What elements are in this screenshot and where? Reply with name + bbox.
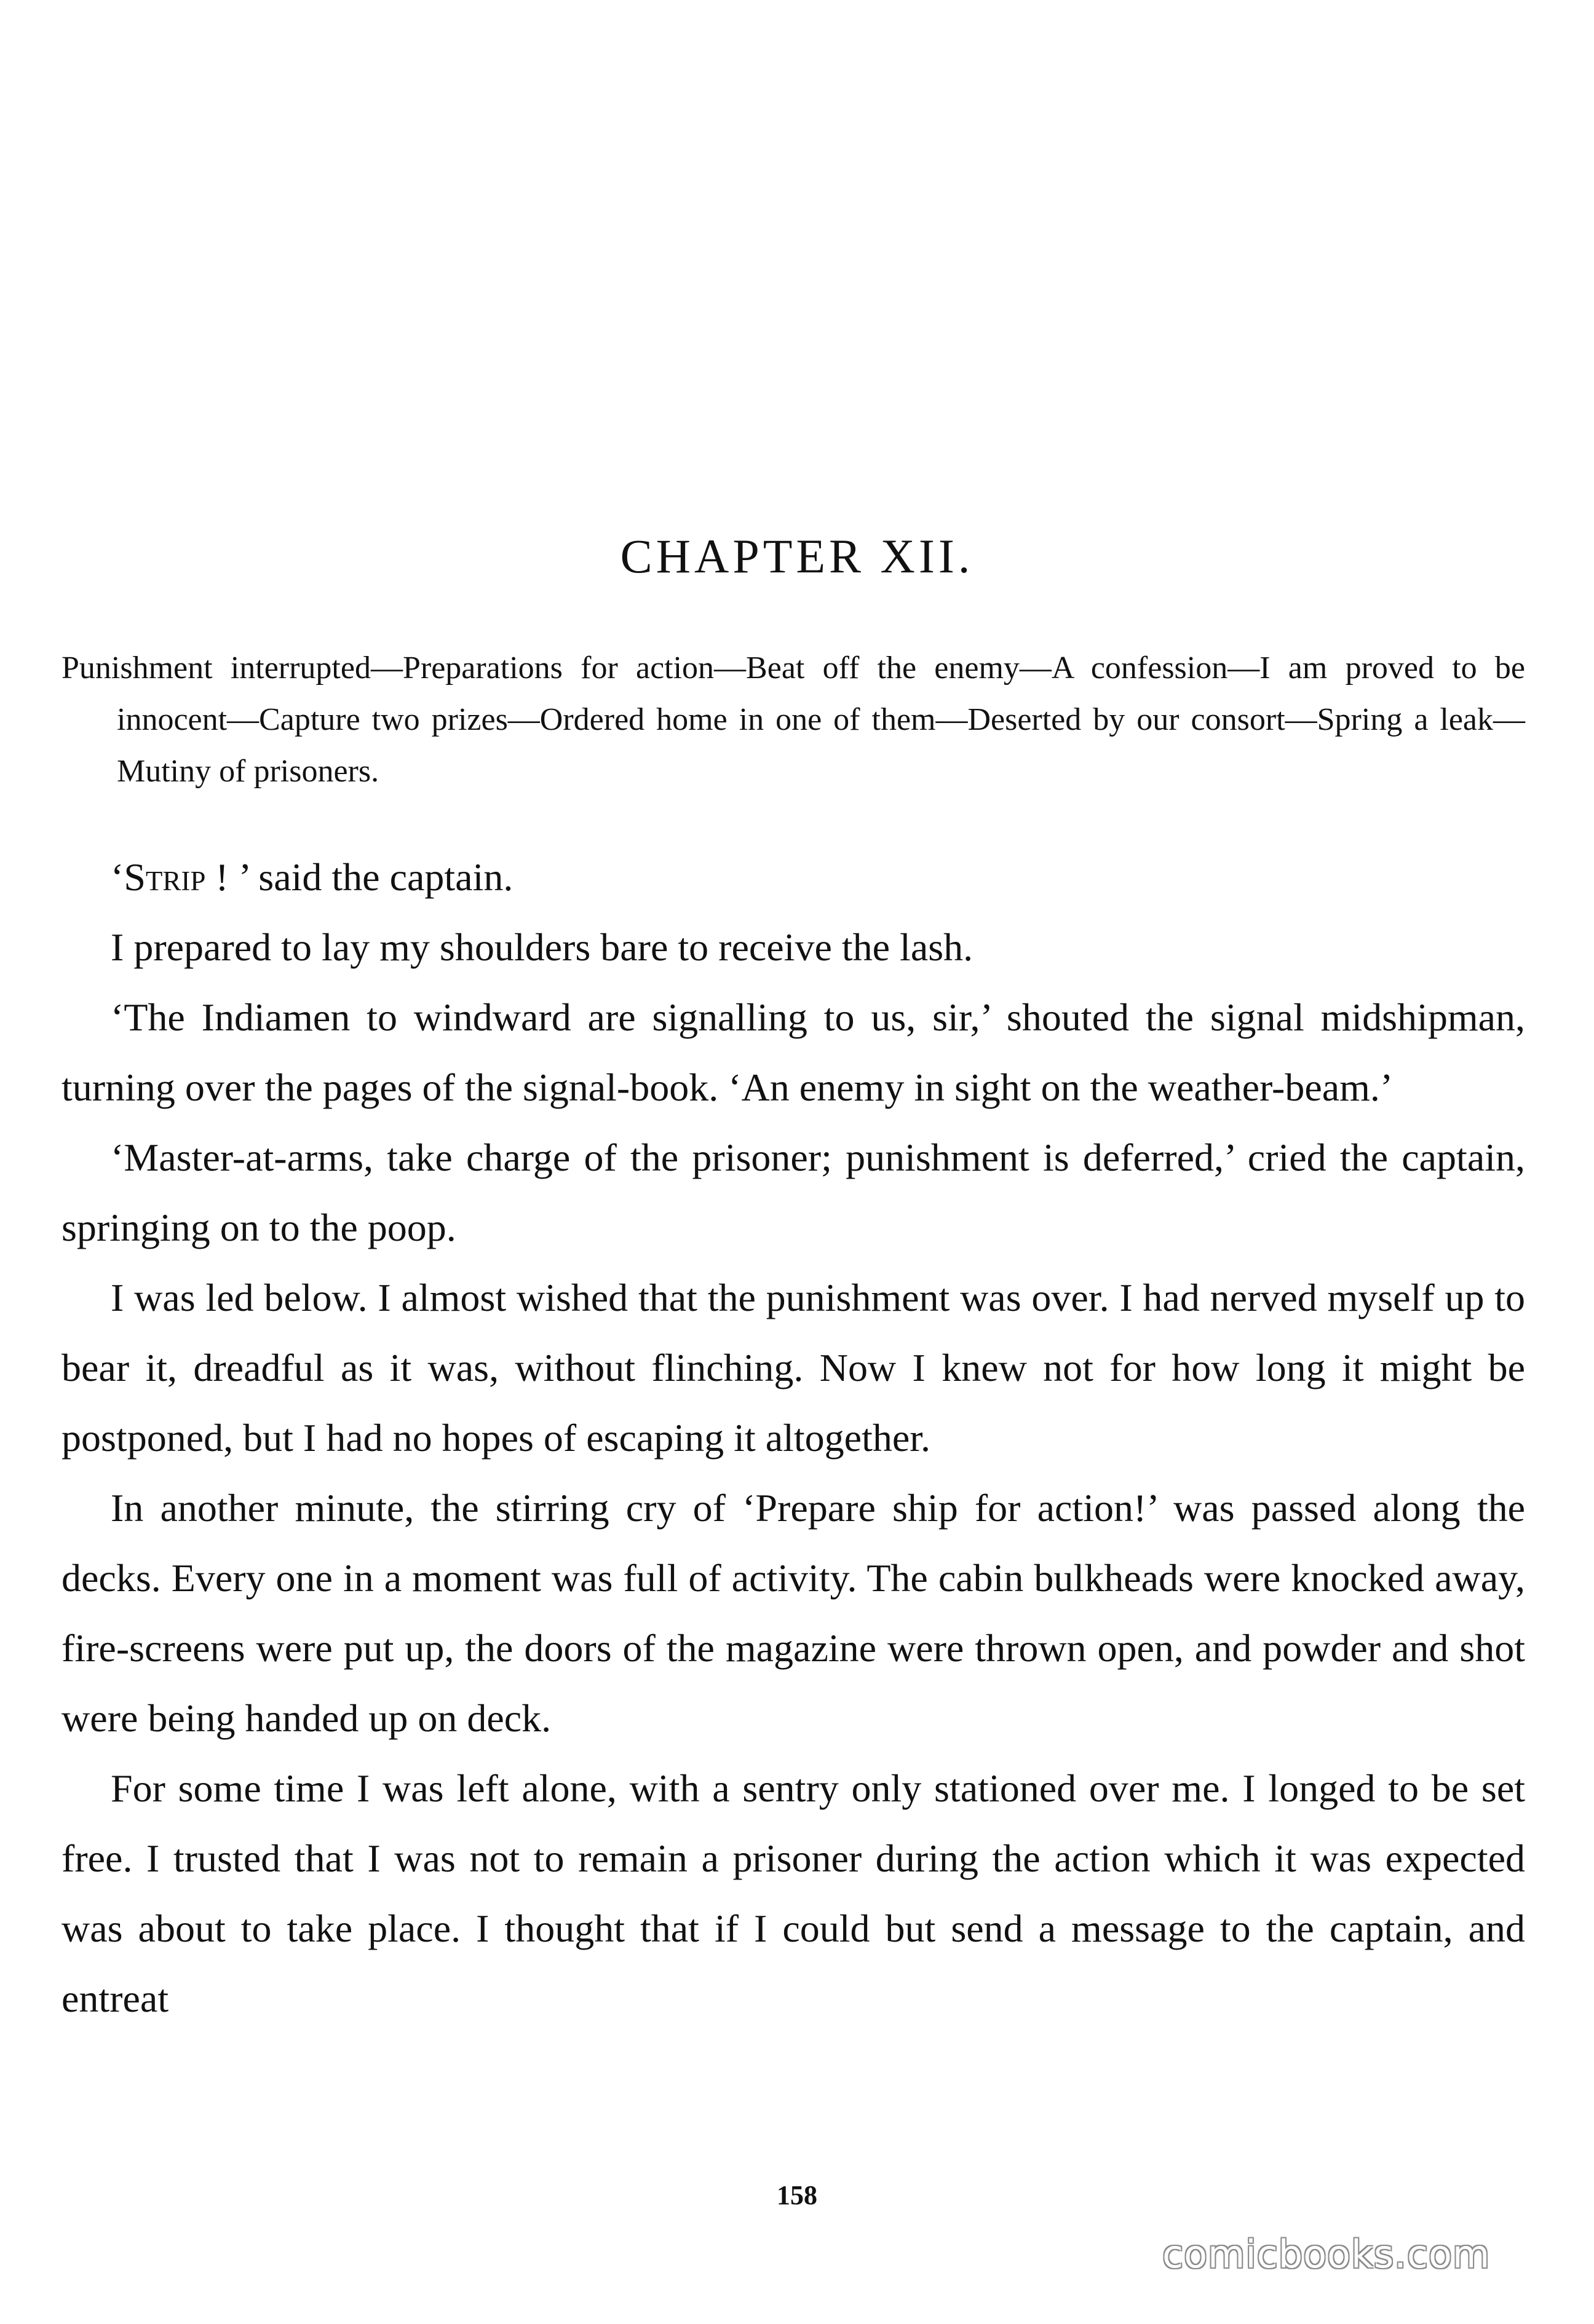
paragraph: ‘The Indiamen to windward are signalling to us, sir,’ shouted the signal midshipman, turning over the pages of the signal-book. ‘An enemy in sight on the weather-beam.’ [61, 995, 1525, 1109]
paragraph: I was led below. I almost wished that the punishment was over. I had nerved myself up to bear it, dreadful as it was, without flinching. Now I knew not for how long it might be postponed, but I had no hopes of escaping it altogether. [61, 1276, 1525, 1460]
paragraph: I prepared to lay my shoulders bare to receive the lash. [111, 925, 973, 969]
paragraph: ‘Master-at-arms, take charge of the prisoner; punishment is deferred,’ cried the captain, springing on to the poop. [61, 1136, 1525, 1249]
paragraph: For some time I was left alone, with a sentry only stationed over me. I longed to be set free. I trusted that I was not to remain a prisoner during the action which it was expected was about to take place. I thought that if I could but send a message to the captain, and entreat [61, 1766, 1525, 2020]
synopsis-text: Punishment interrupted—Preparations for action—Beat off the enemy—A confession—I am proved to be innocent—Capture two prizes—Ordered home in one of them—Deserted by our consort—Spring a leak—Mutiny of prisoners. [61, 650, 1525, 789]
chapter-synopsis [61, 642, 1525, 797]
page-number: 158 [777, 2180, 817, 2210]
open-quote: ‘ [111, 855, 124, 899]
paragraph [61, 842, 1525, 912]
chapter-title: CHAPTER XII. [620, 529, 974, 583]
smallcaps-word: Strip [124, 855, 206, 899]
paragraph-text: ! ’ said the captain. [205, 855, 513, 899]
chapter-body [61, 842, 1525, 2034]
paragraph: In another minute, the stirring cry of ‘Prepare ship for action!’ was passed along the decks. Every one in a moment was full of activity. The cabin bulkheads were knocked away, fire-screens were put up, the doors of the magazine were thrown open, and powder and shot were being handed up on deck. [61, 1486, 1525, 1740]
watermark: comicbooks.com [1162, 2232, 1491, 2277]
